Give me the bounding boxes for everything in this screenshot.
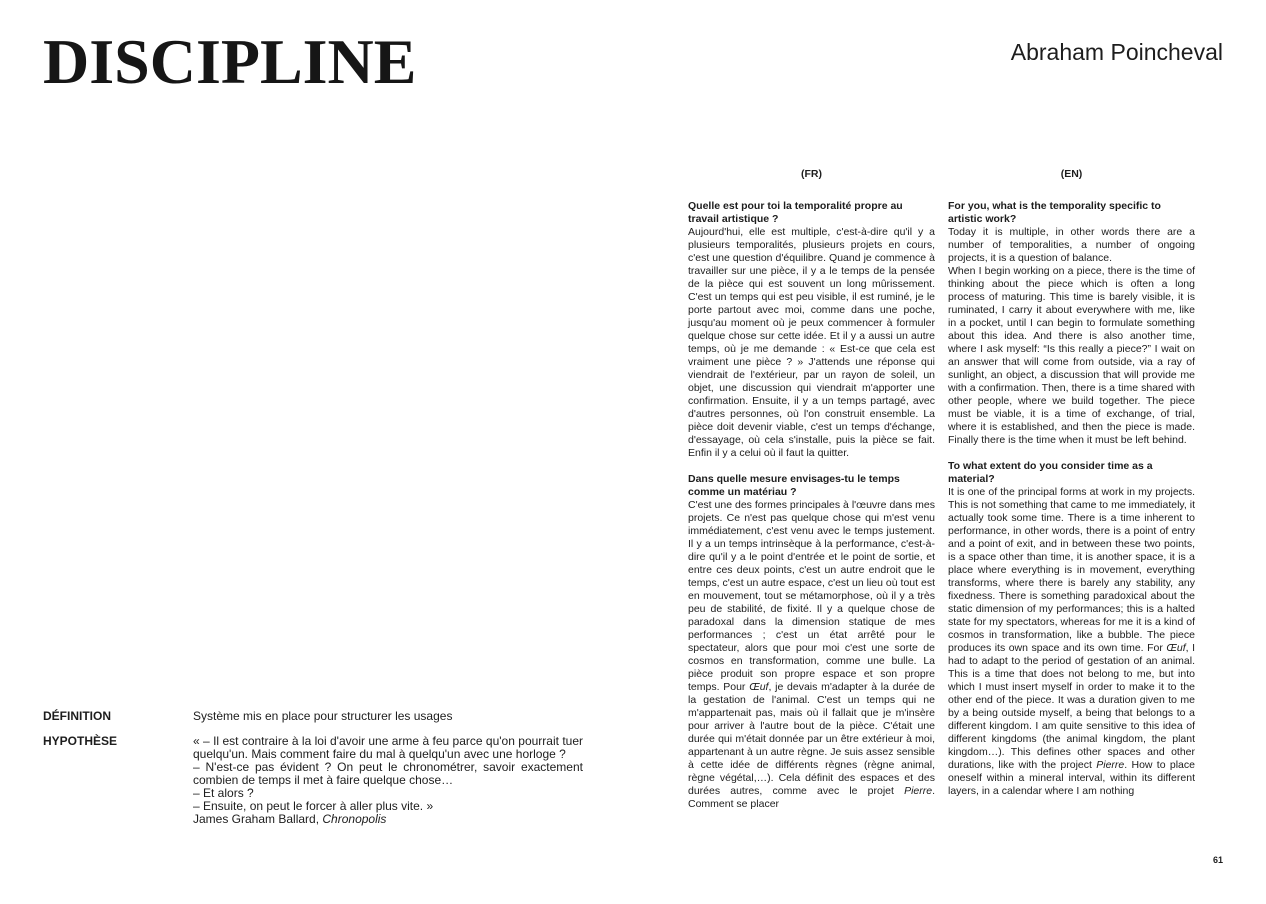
quote-citation: [193, 813, 583, 826]
author-name: Abraham Poincheval: [1010, 39, 1223, 65]
quote-line: – N'est-ce pas évident ? On peut le chronométrer, savoir exactement combien de temps il met à faire quelque chose…: [193, 760, 583, 787]
question-2-fr: Dans quelle mesure envisages-tu le temps comme un matériau ?: [688, 473, 900, 498]
quote-line: – Et alors ?: [193, 786, 254, 800]
quote-line: « – Il est contraire à la loi d'avoir une arme à feu parce qu'on pourrait tuer quelqu'un. Mais comment faire du mal à quelqu'un avec une horloge ?: [193, 734, 583, 761]
answer-2-fr: [688, 499, 935, 811]
answer-2-en: [948, 486, 1195, 798]
question-1-en: For you, what is the temporality specific to artistic work?: [948, 200, 1161, 225]
hypothesis-quote: [193, 735, 583, 826]
answer-paragraph: It is one of the principal forms at work in my projects. This is not something that came to me immediately, it actually took some time. There is a time inherent to performance, in other words, there is a point of entry and a point of exit, and in between these two points, is a space other than time, it is another space, it is a place where everything is in movement, everything transforms, where there is barely any stability, any fixedness. There is something paradoxical about the static dimension of my performances; this is a halted state for my spectators, whereas for me it is a kind of cosmos in transformation, like a bubble. The piece produces its own space and its own time. For Œuf, I had to adapt to the period of gestation of an animal. This is a time that does not belong to me, but into which I must insert myself in order to make it to the other end of the piece. It was a duration given to me by a being outside myself, a being that belongs to a different kingdom. I am quite sensitive to this idea of different kingdoms (the animal kingdom, the plant kingdom…). This defines other spaces and other durations, like with the project Pierre. How to place oneself within a mineral interval, within its different layers, in a calendar where I am nothing: [948, 486, 1195, 797]
work-title: Pierre: [1096, 759, 1125, 771]
work-title: Pierre: [904, 785, 933, 797]
hypothesis-term: HYPOTHÈSE: [43, 734, 118, 748]
page-title: DISCIPLINE: [43, 26, 417, 97]
work-title: Œuf: [749, 681, 769, 693]
answer-1-fr: [688, 226, 935, 460]
question-1-fr: Quelle est pour toi la temporalité propre au travail artistique ?: [688, 200, 903, 225]
citation-work: Chronopolis: [322, 812, 387, 826]
page-number: 61: [1212, 855, 1223, 865]
french-column: [688, 168, 935, 811]
language-label-en: (EN): [1060, 168, 1083, 180]
answer-paragraph: C'est une des formes principales à l'œuvre dans mes projets. Ce n'est pas quelque chose qui m'est venu immédiatement, c'est venu avec le temps justement. Il y a un temps intrinsèque à la performance, c'est-à-dire qu'il y a le point d'entrée et le point de sortie, et entre ces deux points, c'est un autre endroit que le temps, c'est un autre espace, c'est un lieu où tout est en mouvement, tout se métamorphose, où il y a très peu de stabilité, de fixité. Il y a quelque chose de paradoxal dans la dimension statique de mes performances ; c'est un état arrêté pour le spectateur, alors que pour moi c'est une sorte de cosmos en transformation, comme une bulle. La pièce produit son propre espace et son propre temps. Pour Œuf, je devais m'adapter à la durée de la gestation de l'animal. C'est un temps qui ne m'appartenait pas, mais où il fallait que je m'insère pour arriver à l'autre bout de la pièce. C'était une durée qui m'était donnée par un être extérieur à moi, appartenant à un autre règne. Je suis assez sensible à cette idée de différents règnes (règne animal, règne végétal,…). Cela définit des espaces et des durées autres, comme avec le projet Pierre. Comment se placer: [688, 499, 935, 810]
citation-author: James Graham Ballard,: [193, 812, 323, 826]
answer-paragraph: Aujourd'hui, elle est multiple, c'est-à-dire qu'il y a plusieurs temporalités, plusieurs projets en cours, c'est une question d'équilibre. Quand je commence à travailler sur une pièce, il y a le temps de la pensée de la pièce qui est souvent un long mûrissement. C'est un temps qui est peu visible, il est ruminé, je le porte partout avec moi, comme dans une poche, jusqu'au moment où je peux commencer à formuler quelque chose sur cette idée. Et il y a aussi un autre temps, où je me demande : « Est-ce que cela est vraiment une pièce ? » J'attends une réponse qui viendrait de l'extérieur, par un rayon de soleil, un objet, une discussion qui viendrait m'apporter une confirmation. Ensuite, il y a un temps partagé, avec d'autres personnes, où l'on construit ensemble. La pièce doit devenir viable, c'est un temps d'échange, d'essayage, où cela s'installe, puis la pièce se fait. Enfin il y a celui où il faut la quitter.: [688, 226, 935, 459]
answer-1-en: [948, 226, 1195, 447]
definition-term: DÉFINITION: [43, 709, 111, 723]
quote-line: – Ensuite, on peut le forcer à aller plus vite. »: [193, 799, 434, 813]
glossary: [43, 710, 583, 826]
work-title: Œuf: [1166, 642, 1186, 654]
language-label-fr: (FR): [801, 168, 822, 180]
definition-text: Système mis en place pour structurer les usages: [193, 709, 453, 723]
answer-paragraph: When I begin working on a piece, there is the time of thinking about the piece which is often a long process of maturing. This time is barely visible, it is ruminated, I carry it about everywhere with me, like in a pocket, until I can begin to formulate something about this idea. And there is also another time, where I ask myself: “Is this really a piece?” I wait on an answer that will come from outside, via a ray of sunlight, an object, a discussion that will provide me with a confirmation. Then, there is a time shared with other people, where we build together. The piece must be viable, it is a time of exchange, of trial, where it is established, and then the piece is made. Finally there is the time when it must be left behind.: [948, 265, 1195, 446]
hypothesis-row: [43, 735, 583, 826]
question-2-en: To what extent do you consider time as a material?: [948, 460, 1153, 485]
definition-row: [43, 710, 583, 723]
english-column: [948, 168, 1195, 798]
answer-paragraph: Today it is multiple, in other words there are a number of temporalities, a number of ongoing projects, it is a question of balance.: [948, 226, 1195, 264]
